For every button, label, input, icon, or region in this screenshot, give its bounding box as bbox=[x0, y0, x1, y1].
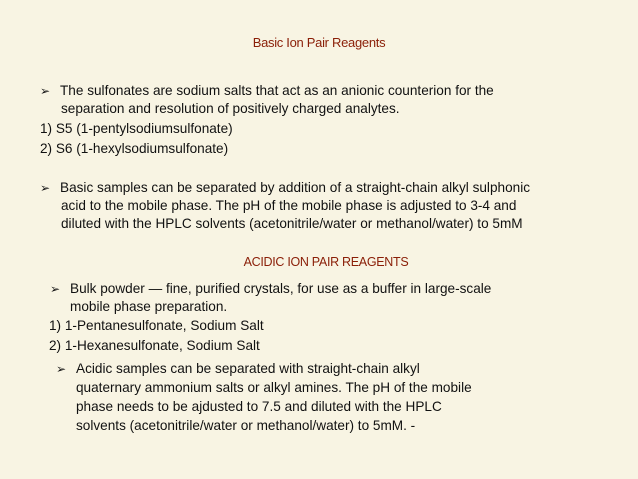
bullet-text-continuation: phase needs to be ajdusted to 7.5 and diluted with the HPLC bbox=[76, 399, 442, 414]
bullet-bulk-powder bbox=[50, 281, 491, 297]
bullet-text-continuation: acid to the mobile phase. The pH of the mobile phase is adjusted to 3-4 and bbox=[61, 198, 517, 213]
list-item-s5: 1) S5 (1-pentylsodiumsulfonate) bbox=[40, 121, 233, 136]
arrow-bullet-icon: ➢ bbox=[50, 282, 61, 296]
bullet-text-continuation: quaternary ammonium salts or alkyl amines. The pH of the mobile bbox=[76, 380, 472, 395]
bullet-sulfonates bbox=[40, 83, 494, 99]
bullet-text-continuation: diluted with the HPLC solvents (acetonitrile/water or methanol/water) to 5mM bbox=[61, 216, 523, 231]
arrow-bullet-icon: ➢ bbox=[40, 181, 51, 195]
bullet-acidic-samples bbox=[56, 361, 420, 377]
bullet-basic-samples bbox=[40, 180, 530, 196]
list-item-hexanesulfonate: 2) 1-Hexanesulfonate, Sodium Salt bbox=[49, 338, 260, 353]
bullet-text-continuation: separation and resolution of positively charged analytes. bbox=[61, 101, 400, 116]
bullet-text-continuation: solvents (acetonitrile/water or methanol/water) to 5mM. - bbox=[76, 418, 416, 433]
section-subtitle: ACIDIC ION PAIR REAGENTS bbox=[243, 255, 409, 269]
bullet-text: The sulfonates are sodium salts that act as an anionic counterion for the bbox=[60, 83, 494, 98]
list-item-s6: 2) S6 (1-hexylsodiumsulfonate) bbox=[40, 141, 229, 156]
slide-title: Basic Ion Pair Reagents bbox=[252, 35, 386, 50]
bullet-text: Acidic samples can be separated with straight-chain alkyl bbox=[76, 361, 420, 376]
bullet-text: Bulk powder — fine, purified crystals, for use as a buffer in large-scale bbox=[70, 281, 492, 296]
list-item-pentanesulfonate: 1) 1-Pentanesulfonate, Sodium Salt bbox=[49, 318, 264, 333]
arrow-bullet-icon: ➢ bbox=[40, 84, 51, 98]
bullet-text-continuation: mobile phase preparation. bbox=[70, 299, 228, 314]
arrow-bullet-icon: ➢ bbox=[56, 362, 67, 376]
bullet-text: Basic samples can be separated by addition of a straight-chain alkyl sulphonic bbox=[60, 180, 531, 195]
